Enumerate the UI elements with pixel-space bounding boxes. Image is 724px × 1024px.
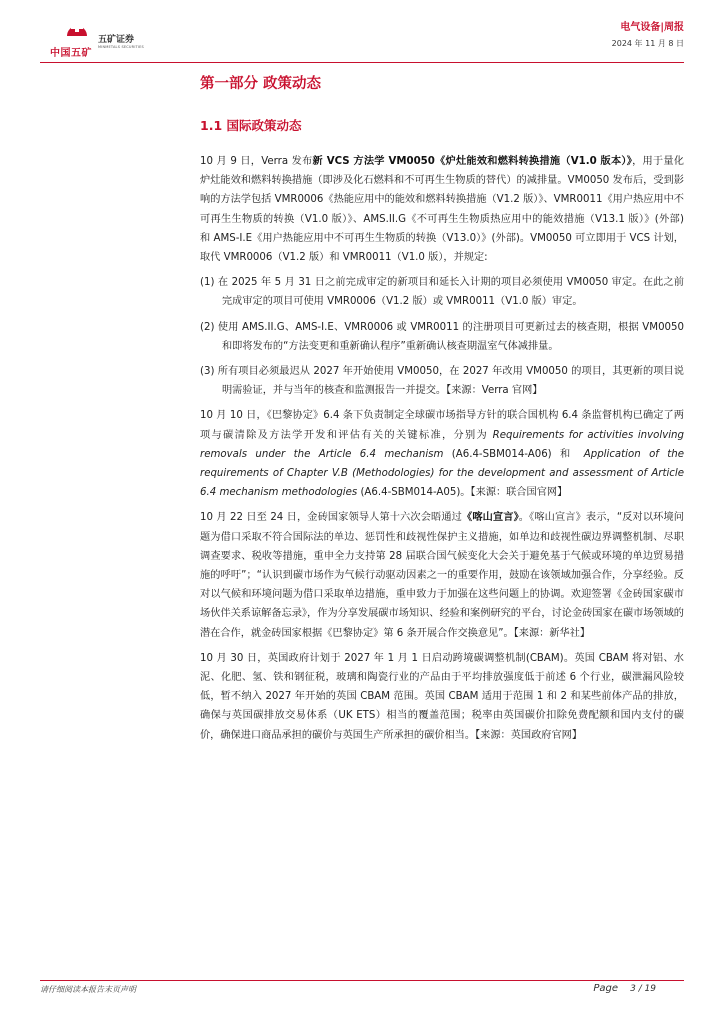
header-divider: [40, 62, 684, 63]
footer-divider: [40, 980, 684, 981]
page-count: 3 / 19: [630, 984, 656, 994]
list-item: (3) 所有项目必须最迟从 2027 年开始使用 VM0050，在 2027 年改用 VM0050 的项目，其更新的项目说明需验证，并与当年的核查和监测报告一并提交。【来源：Verra 官网】: [200, 366, 684, 397]
text-span: (A6.4-SBM014-A05)。【来源：联合国官网】: [357, 487, 568, 499]
logo-text-minmetals: 中国五矿: [50, 48, 92, 59]
text-bold: 新 VCS 方法学 VM0050《炉灶能效和燃料转换措施（V1.0 版本）》: [312, 156, 633, 167]
text-span: 10 月 10 日，《巴黎协定》6.4 条下负责制定全球碳市场指导方针的联合国机构 6.4 条监督机构已确定了两项与碳清除及方法学开发和评估有关的关键标准，分别为: [200, 410, 684, 441]
text-span: 10 月 22 日至 24 日，金砖国家领导人第十六次会晤通过: [200, 512, 462, 524]
paragraph-un: [200, 406, 684, 502]
logo-text-securities: 五矿证券: [98, 35, 135, 45]
company-logo: [44, 18, 154, 59]
text-span: 10 月 9 日，Verra 发布: [200, 156, 313, 167]
list-item: (1) 在 2025 年 5 月 31 日之前完成审定的新项目和延长入计期的项目必须使用 VM0050 审定。在此之前完成审定的项目可使用 VMR0006（V1.2 版）或 VMR0011（V1.0 版）审定。: [200, 277, 684, 308]
footer-disclaimer: 请仔细阅读本报告末页声明: [40, 985, 136, 994]
page-header: [0, 0, 724, 60]
text-span: 。《喀山宣言》表示，“反对以环境问题为借口采取不符合国际法的单边、惩罚性和歧视性保护主义措施，如单边和歧视性碳边界调整机制、尽职调查要求、税收等措施，重申全力支持第 28 届联合国气候变化大会关于避免基于气候或环境的单边贸易措施的呼吁”；“认识到碳市场作为气候行动驱动因素之一的重要作用，鼓励在该领域加强合作，分享经验。反对以气候和环境问题为借口采取单边措施，重申致力于加强在这些问题上的协调。欢迎签署《金砖国家碳市场伙伴关系谅解备忘录》，作为分享发展碳市场知识、经验和案例研究的平台，讨论金砖国家在碳市场领域的潜在合作，就金砖国家根据《巴黎协定》第 6 条开展合作交换意见”。【来源：新华社】: [200, 512, 684, 639]
paragraph-brics: [200, 508, 684, 642]
text-italic: Requirements for activities involving removals under the Article 6.4 mechanism: [200, 429, 684, 460]
section-title: 第一部分 政策动态: [200, 76, 322, 92]
list-item: (2) 使用 AMS.II.G、AMS-I.E、VMR0006 或 VMR0011 的注册项目可更新过去的核查期，根据 VM0050 和即将发布的“方法变更和重新确认程序”重新确认核查期温室气体减排量。: [200, 321, 684, 352]
paragraph-uk-cbam: 10 月 30 日，英国政府计划于 2027 年 1 月 1 日启动跨境碳调整机制(CBAM)。英国 CBAM 将对铝、水泥、化肥、氢、铁和钢征税，玻璃和陶瓷行业的产品由于平均排放强度低于前述 6 个行业，碳泄漏风险较低，暂不纳入 2027 年开始的英国 CBAM 范围。英国 CBAM 适用于范围 1 和 2 和某些前体产品的排放，确保与英国碳排放交易体系（UK ETS）相当的覆盖范围；税率由英国碳价扣除免费配额和国内支付的碳价，确保进口商品承担的碳价与英国生产所承担的碳价相当。【来源：英国政府官网】: [200, 652, 684, 741]
section-subtitle: 1.1 国际政策动态: [200, 118, 302, 133]
page-label: Page: [593, 983, 619, 994]
page-number: [593, 983, 656, 994]
text-italic: Application of the requirements of Chapter V.B (Methodologies) for the development and assessment of Article 6.4 mechanism methodologies: [200, 448, 684, 499]
text-span: (A6.4-SBM014-A06) 和: [443, 448, 584, 460]
logo-text-english: MINMETALS SECURITIES: [98, 45, 144, 49]
text-span: ，用于量化炉灶能效和燃料转换措施（即涉及化石燃料和不可再生生物质的替代）的减排量。VM0050 发布后，受到影响的方法学包括 VMR0006《热能应用中的能效和燃料转换措施（V1.2 版）》、VMR0011《用户热应用中不可再生生物质的转换（V1.0 版）》、AMS.II.G《不可再生生物质热应用中的能效措施（V13.1 版）》(外部) 和 AMS-I.E《用户热能应用中不可再生生物质的转换（V13.0）》(外部)。VM0050 可立即用于 VCS 计划，取代 VMR0006（V1.2 版）和 VMR0011（V1.0 版），并规定:: [200, 156, 684, 264]
paragraph-verra: [200, 152, 684, 267]
minmetals-logo-icon: [64, 18, 90, 38]
report-category: 电气设备|周报: [620, 22, 684, 33]
article-body: [200, 152, 684, 751]
report-date: 2024 年 11 月 8 日: [611, 39, 684, 48]
text-bold: 《喀山宣言》: [462, 512, 519, 524]
report-meta: [612, 18, 684, 49]
